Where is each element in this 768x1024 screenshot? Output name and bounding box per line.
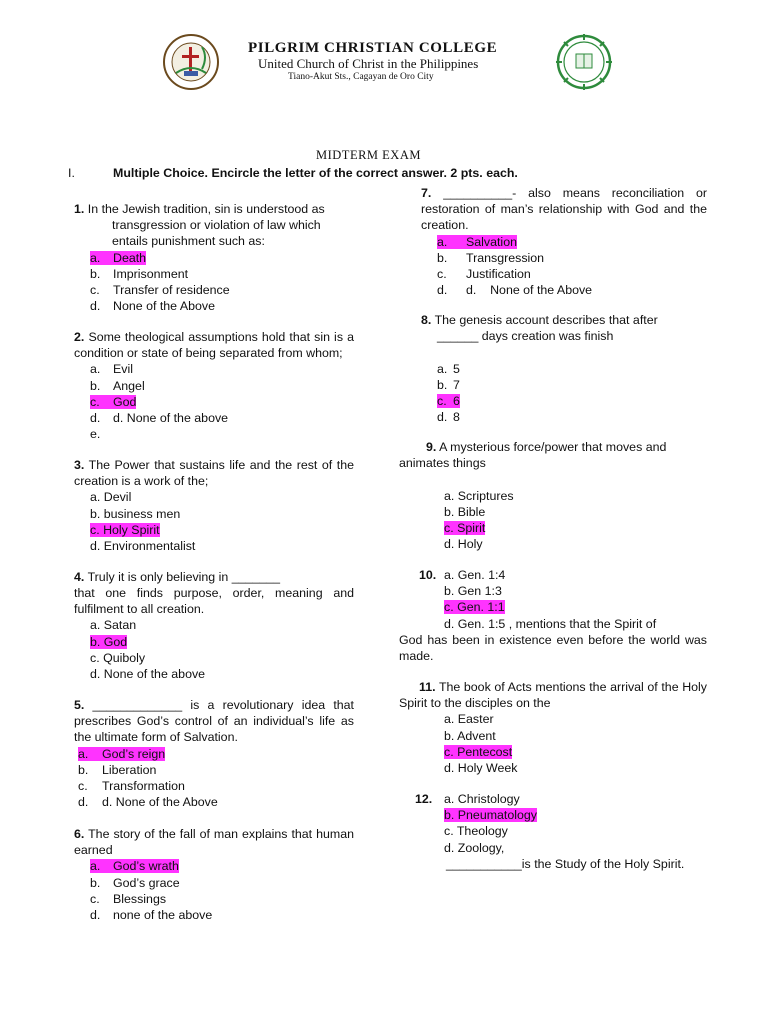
question-stem: The book of Acts mentions the arrival of the Holy Spirit to the disciples on the <box>399 680 707 711</box>
question-stem: __________- also means reconciliation or restoration of man’s relationship with God and the creation. <box>421 186 707 233</box>
option-b[interactable]: b. God’s grace <box>90 875 180 890</box>
question-12 <box>399 791 707 872</box>
option-c[interactable]: c. Holy Spirit <box>90 522 160 537</box>
option-c[interactable]: c. Gen. 1:1 <box>444 600 505 615</box>
option-c[interactable]: c. Pentecost <box>444 744 513 759</box>
question-4-stem: that one finds purpose, order, meaning and fulfilment to all creation. a. Satan b. God c. Quiboly d. None of the above <box>74 586 354 682</box>
question-5 <box>74 697 354 810</box>
question-9: 9. A mysterious force/power that moves and animates things a. Scriptures b. Bible c. Spirit d. Holy <box>399 439 707 552</box>
question-number: 10. <box>419 568 437 582</box>
option-a[interactable]: a. Satan <box>90 618 137 633</box>
question-number: 3. <box>74 458 85 472</box>
exam-instruction: Multiple Choice. Encircle the letter of the correct answer. 2 pts. each. <box>113 166 518 180</box>
section-number: I. <box>68 166 75 180</box>
option-a[interactable]: a. Salvation <box>437 234 517 249</box>
option-c[interactable]: c. Transformation <box>78 779 185 794</box>
option-a[interactable]: a. Death <box>90 250 147 265</box>
option-a[interactable]: a. Gen. 1:4 <box>444 568 506 582</box>
option-b[interactable]: b. Transgression <box>437 250 545 265</box>
church-seal-icon <box>162 33 220 91</box>
option-a[interactable]: a. Evil <box>90 362 133 377</box>
question-stem: _____________ is a revolutionary idea that prescribes God’s control of an individual’s life as the ultimate form of Salvation. <box>74 698 354 745</box>
option-a[interactable]: a. Christology <box>444 792 520 806</box>
option-d[interactable]: d. d. None of the Above <box>78 795 218 810</box>
option-d[interactable]: d. none of the above <box>90 908 213 923</box>
right-logo <box>552 32 616 92</box>
option-b[interactable]: b. Imprisonment <box>90 266 189 281</box>
option-a[interactable]: a. God’s wrath <box>90 859 179 874</box>
question-number: 8. <box>421 313 432 327</box>
question-stem: ___________is the Study of the Holy Spirit. <box>446 856 685 871</box>
college-name: PILGRIM CHRISTIAN COLLEGE <box>248 40 498 56</box>
question-10 <box>399 567 707 664</box>
question-number: 5. <box>74 698 85 712</box>
option-a[interactable]: a. Scriptures <box>444 488 514 503</box>
option-d[interactable]: d. None of the above <box>90 667 206 682</box>
college-address: Tiano-Akut Sts., Cagayan de Oro City <box>288 72 434 82</box>
question-2 <box>74 329 354 442</box>
question-11 <box>399 679 707 776</box>
option-b[interactable]: b. Angel <box>90 378 145 393</box>
option-a[interactable]: a. God’s reign <box>78 746 166 761</box>
option-e[interactable]: e. <box>90 427 101 442</box>
question-stem: Some theological assumptions hold that sin is a condition or state of being separated from whom; <box>74 330 354 361</box>
option-b[interactable]: b. business men <box>90 506 181 521</box>
option-b[interactable]: b. Bible <box>444 504 486 519</box>
option-d[interactable]: d. Environmentalist <box>90 539 196 554</box>
question-1: 1. In the Jewish tradition, sin is understood as transgression or violation of law which entails punishment such as: a. Death b. Imprisonment c. Transfer of residence d. None of the Above <box>74 201 354 314</box>
question-6 <box>74 826 354 923</box>
college-seal-icon <box>552 32 616 92</box>
option-c[interactable]: c. Spirit <box>444 521 486 536</box>
option-a[interactable]: a. Easter <box>444 712 494 727</box>
option-d[interactable]: d. d. None of the above <box>90 411 229 426</box>
option-a[interactable]: a. Devil <box>90 490 132 505</box>
option-d[interactable]: d. Gen. 1:5 , mentions that the Spirit of <box>444 616 657 631</box>
option-b[interactable]: b. Pneumatology <box>444 808 537 823</box>
question-4: 4. Truly it is only believing in _______ <box>74 570 280 584</box>
question-number: 1. <box>74 202 85 216</box>
church-name: United Church of Christ in the Philippines <box>258 56 479 71</box>
question-number: 11. <box>419 680 436 694</box>
question-number: 4. <box>74 570 85 584</box>
option-c[interactable]: c. 6 <box>437 394 460 409</box>
option-c[interactable]: c. Transfer of residence <box>90 283 230 298</box>
option-c[interactable]: c. God <box>90 394 137 409</box>
question-8: 8. The genesis account describes that after ______ days creation was finish a. 5 b. 7 c. 6 d. 8 <box>421 312 707 425</box>
option-c[interactable]: c. Quiboly <box>90 650 146 665</box>
option-b[interactable]: b. 7 <box>437 377 460 392</box>
option-a[interactable]: a. 5 <box>437 361 460 376</box>
option-b[interactable]: b. Advent <box>444 728 496 743</box>
option-d[interactable]: d. Holy <box>444 537 483 552</box>
question-stem: entails punishment such as: <box>112 234 265 249</box>
question-stem: The story of the fall of man explains that human earned <box>74 827 354 858</box>
question-number: 6. <box>74 827 85 841</box>
question-stem: The Power that sustains life and the rest of the creation is a work of the; <box>74 458 354 489</box>
option-c[interactable]: c. Justification <box>437 267 531 282</box>
option-d[interactable]: d. None of the Above <box>90 299 215 314</box>
exam-title: MIDTERM EXAM <box>316 148 421 162</box>
option-c[interactable]: c. Theology <box>444 824 508 839</box>
question-number: 9. <box>426 440 437 454</box>
question-number: 12. <box>415 792 433 806</box>
question-stem: God has been in existence even before the world was made. <box>399 632 707 664</box>
option-d[interactable]: d. Holy Week <box>444 761 518 776</box>
left-logo <box>162 33 220 91</box>
option-c[interactable]: c. Blessings <box>90 891 167 906</box>
option-d[interactable]: d. 8 <box>437 410 460 425</box>
option-b[interactable]: b. Gen 1:3 <box>444 584 502 599</box>
option-d[interactable]: d. Zoology, <box>444 840 505 855</box>
option-d[interactable]: d. d. None of the Above <box>437 283 593 298</box>
question-3 <box>74 457 354 554</box>
option-b[interactable]: b. God <box>90 634 128 649</box>
option-b[interactable]: b. Liberation <box>78 762 157 777</box>
question-number: 7. <box>421 186 432 200</box>
question-7 <box>421 185 707 298</box>
question-stem: transgression or violation of law which <box>112 218 321 233</box>
question-number: 2. <box>74 330 85 344</box>
